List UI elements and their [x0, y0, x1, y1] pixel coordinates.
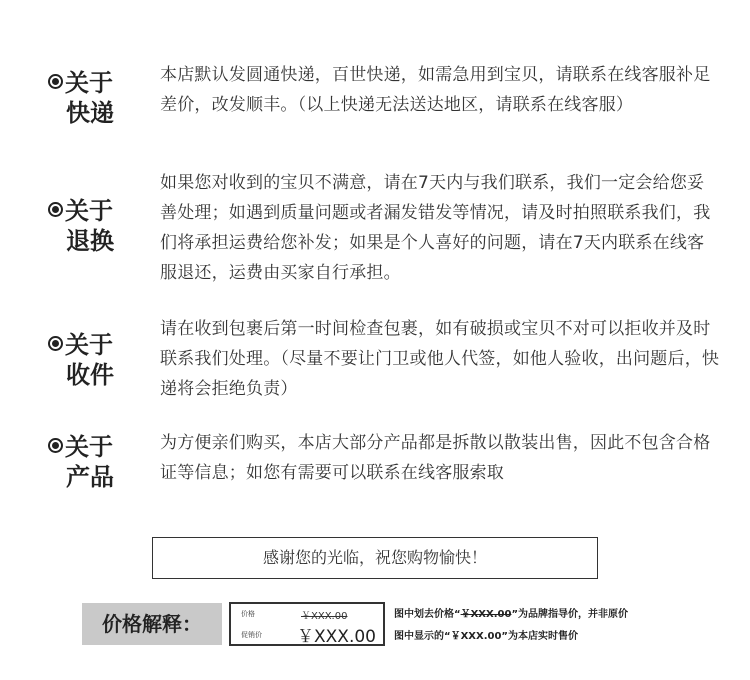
section-text: 请在收到包裹后第一时间检查包裹，如有破损或宝贝不对可以拒收并及时联系我们处理。（尽量不要让门卫或他人代签，如他人验收，出问题后，快递将会拒绝负责） — [160, 319, 720, 399]
explain1-prefix: 图中划去价格“ — [394, 609, 461, 620]
bullet-ring-icon — [48, 202, 63, 217]
section-heading — [48, 68, 128, 128]
price-sample-box — [229, 602, 385, 646]
bullet-ring-icon — [48, 336, 63, 351]
heading-line2: 收件 — [66, 361, 114, 389]
price-explanation-label: 价格解释： — [82, 603, 222, 645]
heading-line2: 产品 — [66, 463, 114, 491]
bullet-ring-icon — [48, 438, 63, 453]
bullet-ring-icon — [48, 74, 63, 89]
section-text: 本店默认发圆通快递，百世快递，如需急用到宝贝，请联系在线客服补足差价，改发顺丰。（以上快递无法送达地区，请联系在线客服） — [160, 65, 711, 115]
heading-line1: 关于 — [65, 433, 113, 461]
heading-line1: 关于 — [65, 69, 113, 97]
promo-price-label: 促销价 — [241, 631, 262, 639]
explain-line-1 — [394, 608, 724, 622]
section-text: 如果您对收到的宝贝不满意，请在7天内与我们联系，我们一定会给您妥善处理；如遇到质量问题或者漏发错发等情况，请及时拍照联系我们，我们将承担运费给您补发；如果是个人喜好的问题，请在7天内联系在线客服退还，运费由买家自行承担。 — [160, 173, 711, 283]
thanks-banner: 感谢您的光临，祝您购物愉快！ — [152, 537, 598, 579]
heading-line2: 快递 — [66, 99, 114, 127]
explain-line-2: 图中显示的“￥XXX.00”为本店实时售价 — [394, 631, 578, 642]
price-row-label: 价格 — [241, 610, 255, 618]
section-heading — [48, 330, 128, 390]
heading-line1: 关于 — [65, 331, 113, 359]
heading-line2: 退换 — [66, 227, 114, 255]
heading-line1: 关于 — [65, 197, 113, 225]
section-heading — [48, 432, 128, 492]
section-heading — [48, 196, 128, 256]
explain1-suffix: ”为品牌指导价，并非原价 — [511, 609, 629, 620]
promo-price-value: ￥XXX.00 — [297, 627, 376, 647]
explain1-value: ￥XXX.00 — [460, 609, 512, 620]
original-price-value: ￥XXX.00 — [301, 611, 348, 622]
section-text: 为方便亲们购买，本店大部分产品都是拆散以散装出售，因此不包含合格证等信息；如您有需要可以联系在线客服索取 — [160, 433, 711, 483]
